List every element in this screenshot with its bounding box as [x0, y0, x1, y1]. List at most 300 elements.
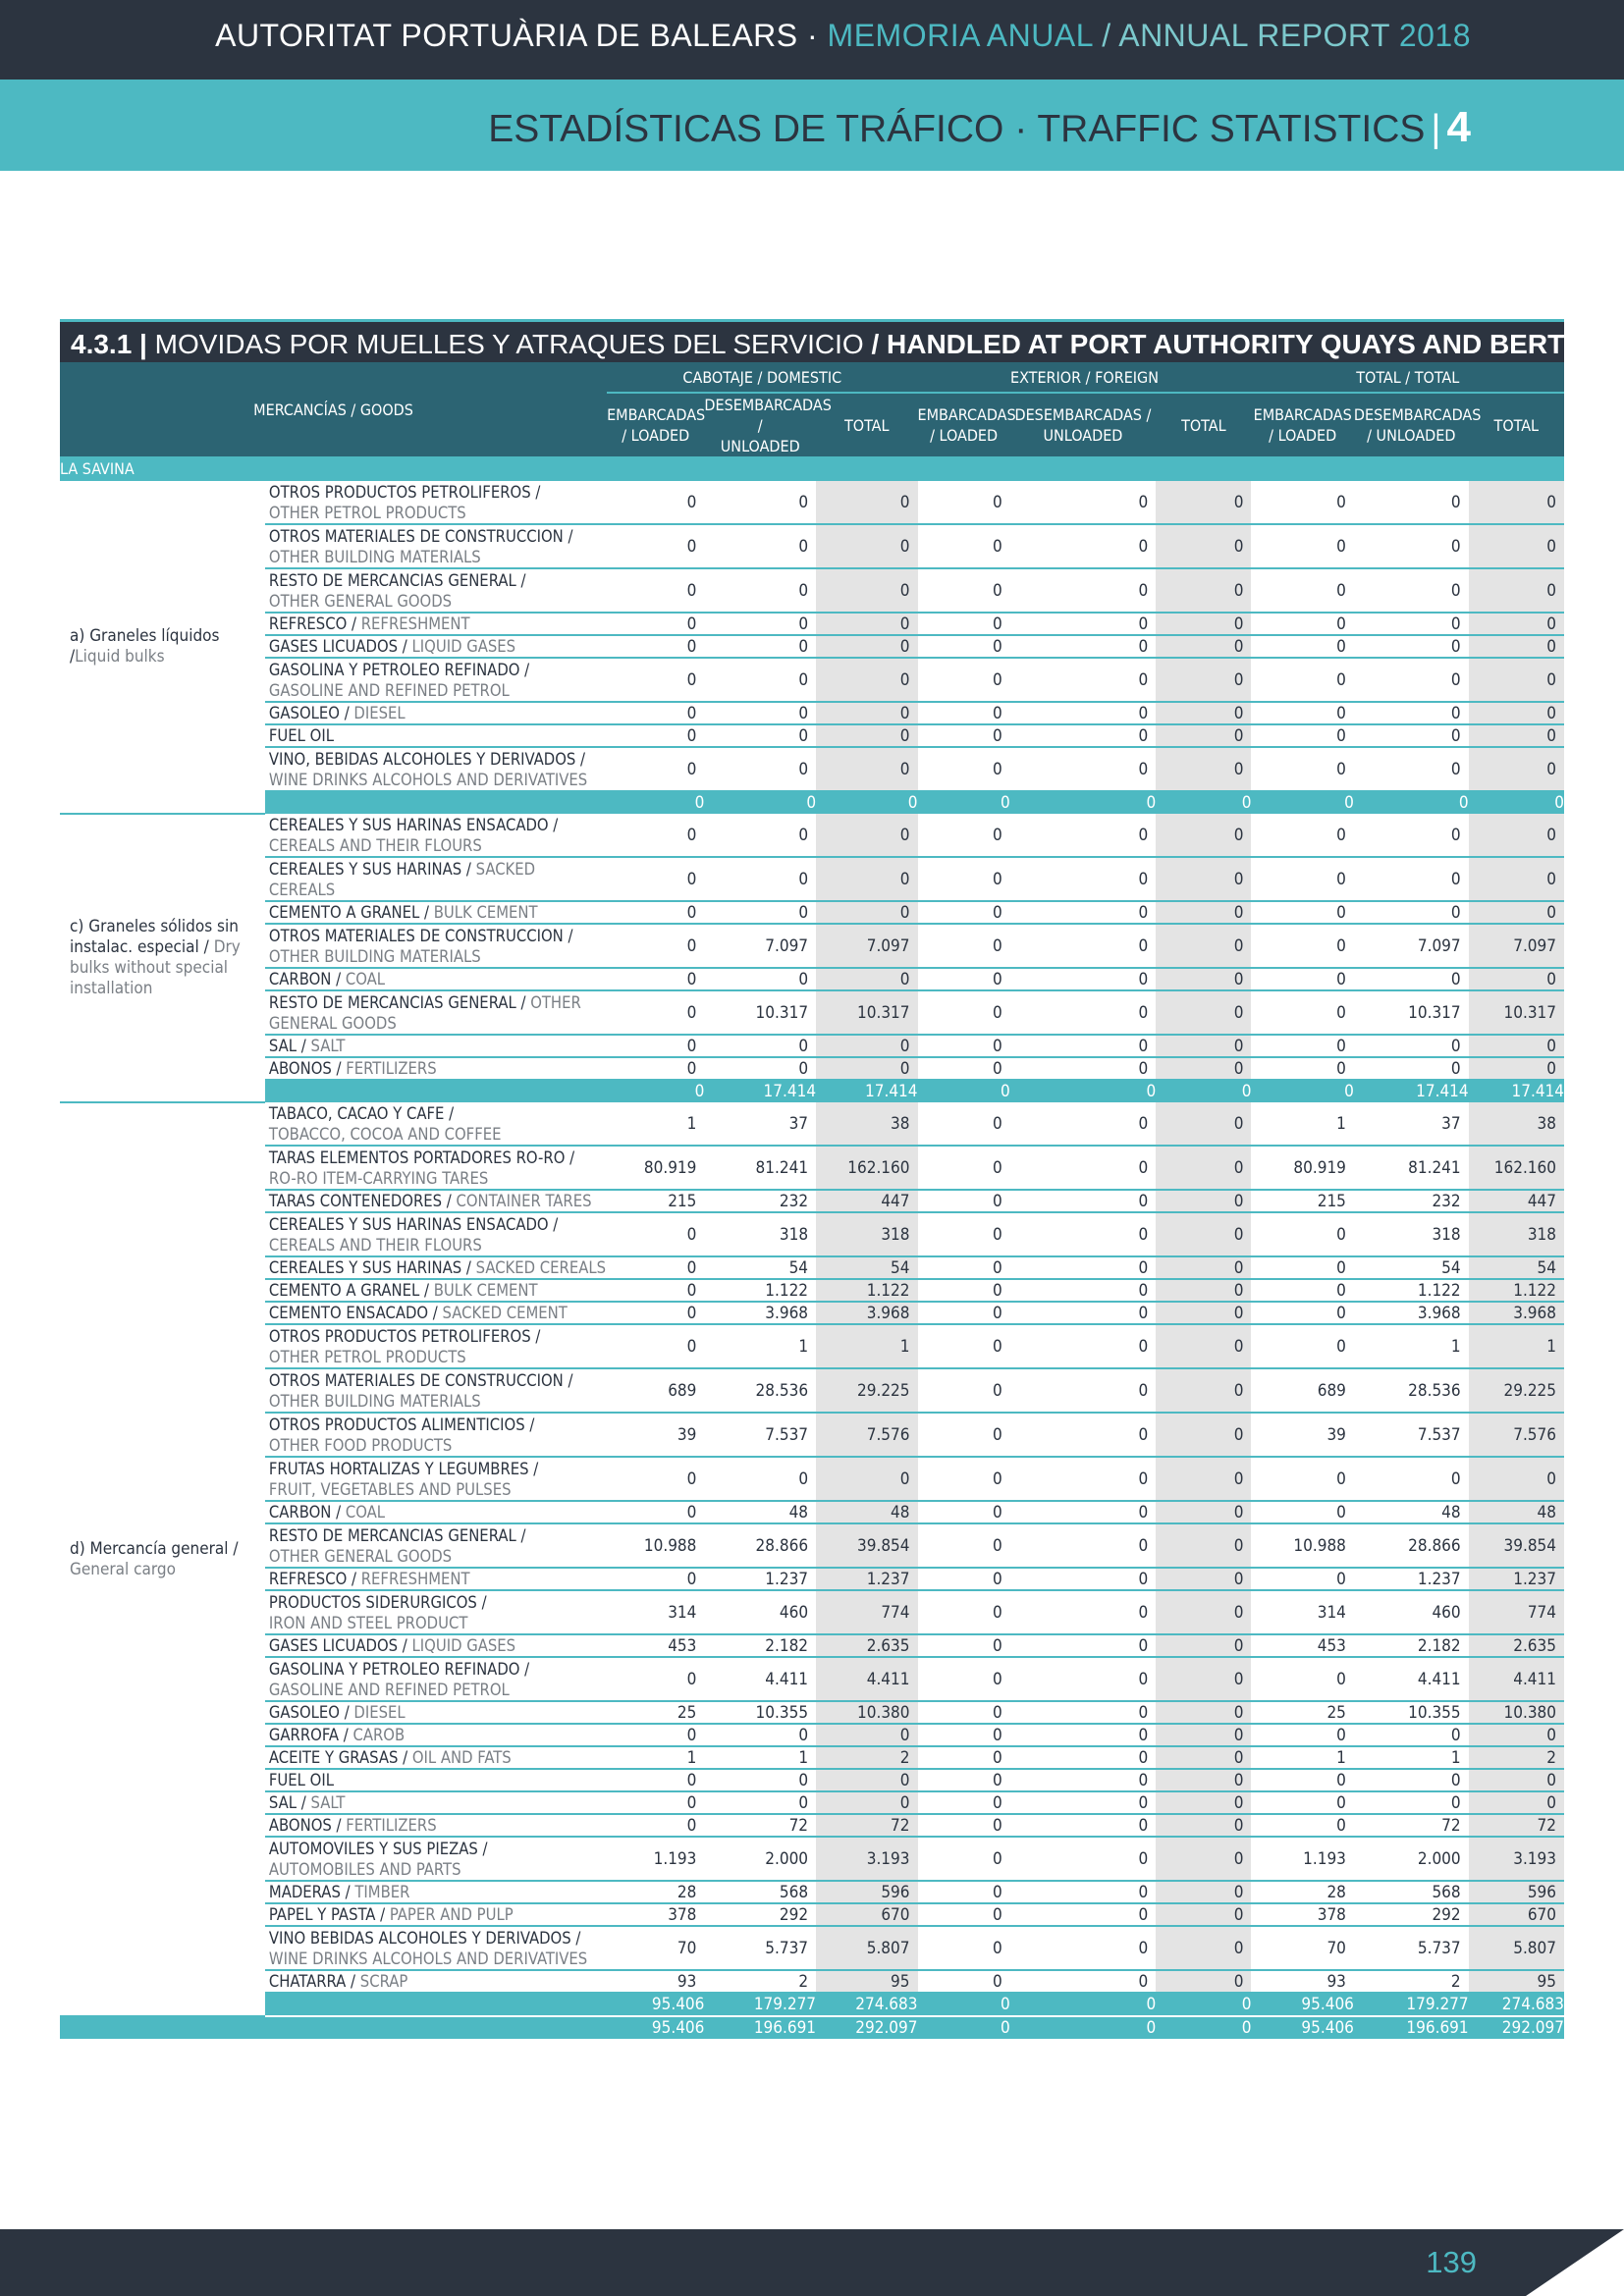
goods-name-es: VINO BEBIDAS ALCOHOLES Y DERIVADOS /: [268, 1928, 581, 1948]
value-cell: 0: [918, 1881, 1010, 1903]
goods-name-es: OTROS PRODUCTOS PETROLIFEROS /: [268, 1326, 541, 1346]
value-cell: 0: [1010, 1701, 1156, 1724]
value-cell: 0: [704, 1057, 816, 1080]
subtotal-cell: 274.683: [816, 1993, 917, 2016]
value-cell: 0: [1010, 1413, 1156, 1457]
goods-description: [265, 857, 607, 901]
value-cell: 0: [918, 1590, 1010, 1634]
goods-name-en: FERTILIZERS: [346, 1059, 437, 1078]
value-cell: 10.317: [704, 990, 816, 1035]
table-title-es: MOVIDAS POR MUELLES Y ATRAQUES DEL SERVICIO: [146, 329, 872, 359]
value-cell: 0: [816, 1457, 917, 1501]
grand-total-cell: 0: [918, 2016, 1010, 2039]
value-cell: 0: [607, 1657, 704, 1701]
category-label: [60, 1102, 265, 2016]
goods-name-en: WINE DRINKS ALCOHOLS AND DERIVATIVES: [268, 1949, 588, 1968]
value-cell: 0: [1010, 1970, 1156, 1993]
goods-name-es: OTROS MATERIALES DE CONSTRUCCION /: [268, 926, 573, 945]
goods-description: [265, 1212, 607, 1256]
subtotal-cell: 0: [1251, 791, 1353, 814]
value-cell: 0: [1010, 1102, 1156, 1146]
value-cell: 568: [704, 1881, 816, 1903]
value-cell: 0: [918, 1523, 1010, 1568]
value-cell: 0: [1156, 1903, 1251, 1926]
value-cell: 0: [1010, 1324, 1156, 1368]
value-cell: 0: [918, 1568, 1010, 1590]
value-cell: 0: [1354, 613, 1469, 635]
goods-name-es: OTROS PRODUCTOS ALIMENTICIOS /: [268, 1415, 535, 1434]
value-cell: 54: [1354, 1256, 1469, 1279]
value-cell: 0: [1251, 1279, 1353, 1302]
table-row: [60, 1501, 1564, 1523]
table-row: [60, 814, 1564, 857]
grand-total-row: [60, 2016, 1564, 2039]
value-cell: 774: [1469, 1590, 1564, 1634]
goods-name-en: TIMBER: [354, 1883, 410, 1901]
value-cell: 2: [704, 1970, 816, 1993]
value-cell: 37: [704, 1102, 816, 1146]
value-cell: 7.097: [1469, 924, 1564, 968]
goods-description: [265, 1746, 607, 1769]
value-cell: 1.122: [1469, 1279, 1564, 1302]
subtotal-cell: 179.277: [704, 1993, 816, 2016]
table-row: [60, 1657, 1564, 1701]
value-cell: 0: [918, 1701, 1010, 1724]
goods-description: [265, 1837, 607, 1881]
value-cell: 0: [1156, 702, 1251, 724]
value-cell: 0: [1354, 1035, 1469, 1057]
value-cell: 0: [1010, 901, 1156, 924]
value-cell: 72: [1354, 1814, 1469, 1837]
value-cell: 38: [1469, 1102, 1564, 1146]
value-cell: 447: [816, 1190, 917, 1212]
value-cell: 0: [607, 524, 704, 568]
foreign-loaded-header: [917, 393, 1016, 456]
subtotal-cell: 0: [918, 1993, 1010, 2016]
value-cell: 2.635: [1469, 1634, 1564, 1657]
value-cell: 48: [1354, 1501, 1469, 1523]
goods-description: [265, 658, 607, 702]
goods-description: [265, 1926, 607, 1970]
goods-name-en: SACKED CEMENT: [442, 1304, 568, 1322]
value-cell: 2: [1469, 1746, 1564, 1769]
value-cell: 378: [607, 1903, 704, 1926]
value-cell: 0: [1251, 1057, 1353, 1080]
domestic-group-header: CABOTAJE / DOMESTIC: [607, 362, 917, 393]
category-es: c) Graneles sólidos sin instalac. especial /: [70, 917, 239, 957]
loaded-es: EMBARCADAS: [917, 405, 1016, 424]
value-cell: 378: [1251, 1903, 1353, 1926]
value-cell: 0: [1469, 1791, 1564, 1814]
value-cell: 0: [1469, 481, 1564, 524]
value-cell: 232: [704, 1190, 816, 1212]
value-cell: 0: [607, 724, 704, 747]
goods-name-es: CEREALES Y SUS HARINAS /: [268, 859, 476, 879]
value-cell: 0: [1251, 635, 1353, 658]
value-cell: 0: [704, 968, 816, 990]
value-cell: 0: [816, 1724, 917, 1746]
subtotal-cell: 95.406: [607, 1993, 704, 2016]
goods-name-en-cont: GENERAL GOODS: [268, 1013, 397, 1033]
value-cell: 0: [1010, 724, 1156, 747]
value-cell: 0: [1156, 1970, 1251, 1993]
goods-name-en: REFRESHMENT: [360, 1570, 470, 1588]
value-cell: 0: [1156, 1634, 1251, 1657]
goods-name-en: CEREALS AND THEIR FLOURS: [268, 1235, 482, 1255]
value-cell: 0: [918, 1279, 1010, 1302]
value-cell: 0: [1010, 1657, 1156, 1701]
table-row: [60, 702, 1564, 724]
grand-total-blank: [60, 2016, 607, 2039]
section-number: 4: [1446, 103, 1471, 151]
value-cell: 10.355: [1354, 1701, 1469, 1724]
value-cell: 1: [816, 1324, 917, 1368]
value-cell: 0: [918, 1146, 1010, 1190]
value-cell: 0: [1156, 1881, 1251, 1903]
value-cell: 0: [1469, 1057, 1564, 1080]
table-row: [60, 1035, 1564, 1057]
value-cell: 774: [816, 1590, 917, 1634]
goods-name-en: CONTAINER TARES: [456, 1192, 592, 1210]
value-cell: 0: [1156, 1324, 1251, 1368]
goods-name-en: DIESEL: [353, 1703, 406, 1722]
goods-name-en: OTHER BUILDING MATERIALS: [268, 547, 481, 566]
value-cell: 0: [1251, 1256, 1353, 1279]
value-cell: 0: [1010, 1837, 1156, 1881]
value-cell: 0: [1251, 1791, 1353, 1814]
value-cell: 1.122: [1354, 1279, 1469, 1302]
value-cell: 0: [1010, 1190, 1156, 1212]
value-cell: 0: [1156, 1837, 1251, 1881]
unloaded-es: DESEMBARCADAS: [1353, 405, 1482, 424]
statistics-table: [60, 362, 1564, 2039]
value-cell: 28: [1251, 1881, 1353, 1903]
table-row: [60, 1256, 1564, 1279]
goods-description: [265, 1970, 607, 1993]
value-cell: 0: [1251, 1657, 1353, 1701]
value-cell: 54: [816, 1256, 917, 1279]
value-cell: 0: [1156, 1413, 1251, 1457]
goods-description: [265, 1279, 607, 1302]
section-separator: |: [1431, 108, 1441, 150]
value-cell: 0: [607, 990, 704, 1035]
table-row: [60, 1881, 1564, 1903]
grand-total-cell: 196.691: [704, 2016, 816, 2039]
goods-name-en: LIQUID GASES: [411, 637, 516, 656]
goods-name-en: OTHER GENERAL GOODS: [268, 1546, 453, 1566]
goods-name-es: CEMENTO ENSACADO /: [268, 1304, 443, 1322]
goods-name-en: OTHER PETROL PRODUCTS: [268, 1347, 466, 1366]
value-cell: 0: [1156, 658, 1251, 702]
value-cell: 1: [704, 1324, 816, 1368]
value-cell: 0: [1156, 635, 1251, 658]
separator-slash: /: [1092, 18, 1119, 53]
value-cell: 0: [704, 568, 816, 613]
goods-description: [265, 568, 607, 613]
value-cell: 10.380: [1469, 1701, 1564, 1724]
annual-report: ANNUAL REPORT: [1118, 18, 1390, 53]
goods-name-es: TABACO, CACAO Y CAFE /: [268, 1103, 455, 1123]
goods-name-en: TOBACCO, COCOA AND COFFEE: [268, 1124, 502, 1144]
table-row: [60, 1634, 1564, 1657]
value-cell: 0: [1469, 724, 1564, 747]
goods-description: [265, 1146, 607, 1190]
value-cell: 0: [918, 1368, 1010, 1413]
value-cell: 0: [918, 1035, 1010, 1057]
goods-description: [265, 1657, 607, 1701]
category-label: [60, 814, 265, 1102]
footer-diagonal: [1526, 2229, 1624, 2296]
value-cell: 0: [704, 524, 816, 568]
goods-name-es: CEREALES Y SUS HARINAS ENSACADO /: [268, 815, 559, 834]
grand-total-cell: 95.406: [607, 2016, 704, 2039]
goods-description: [265, 747, 607, 791]
value-cell: 95: [1469, 1970, 1564, 1993]
value-cell: 0: [704, 1769, 816, 1791]
unloaded-en: / UNLOADED: [1367, 426, 1456, 445]
value-cell: 0: [607, 568, 704, 613]
value-cell: 0: [1156, 1501, 1251, 1523]
goods-name-en: AUTOMOBILES AND PARTS: [268, 1859, 461, 1879]
value-cell: 0: [816, 568, 917, 613]
table-title-en: / HANDLED AT PORT AUTHORITY QUAYS AND BERTHS: [871, 329, 1603, 359]
goods-name-es: VINO, BEBIDAS ALCOHOLES Y DERIVADOS /: [268, 749, 586, 769]
goods-name-es: AUTOMOVILES Y SUS PIEZAS /: [268, 1839, 488, 1858]
goods-name-es: OTROS MATERIALES DE CONSTRUCCION /: [268, 1370, 573, 1390]
section-title-en: TRAFFIC STATISTICS: [1037, 108, 1426, 150]
subtotal-cell: 17.414: [1354, 1080, 1469, 1102]
value-cell: 48: [704, 1501, 816, 1523]
loaded-en: / LOADED: [930, 426, 999, 445]
value-cell: 29.225: [1469, 1368, 1564, 1413]
value-cell: 0: [1469, 635, 1564, 658]
value-cell: 5.737: [1354, 1926, 1469, 1970]
table-row: [60, 1568, 1564, 1590]
value-cell: 0: [607, 1324, 704, 1368]
value-cell: 0: [607, 1212, 704, 1256]
goods-name-es: FRUTAS HORTALIZAS Y LEGUMBRES /: [268, 1459, 539, 1478]
category-en: Dry bulks without special installation: [70, 937, 241, 998]
value-cell: 0: [1010, 1926, 1156, 1970]
goods-description: [265, 1457, 607, 1501]
table-row: [60, 968, 1564, 990]
value-cell: 0: [1010, 1368, 1156, 1413]
value-cell: 70: [1251, 1926, 1353, 1970]
value-cell: 0: [1251, 814, 1353, 857]
value-cell: 0: [816, 702, 917, 724]
value-cell: 28.536: [704, 1368, 816, 1413]
value-cell: 0: [1251, 990, 1353, 1035]
goods-name-en: FRUIT, VEGETABLES AND PULSES: [268, 1479, 512, 1499]
value-cell: 0: [918, 1057, 1010, 1080]
value-cell: 0: [1156, 1791, 1251, 1814]
value-cell: 0: [1469, 968, 1564, 990]
subtotal-row: [60, 1080, 1564, 1102]
subtotal-cell: 0: [1156, 1080, 1251, 1102]
goods-name-en: CEREALS AND THEIR FLOURS: [268, 835, 482, 855]
value-cell: 0: [816, 724, 917, 747]
value-cell: 70: [607, 1926, 704, 1970]
goods-description: [265, 635, 607, 658]
value-cell: 0: [918, 1769, 1010, 1791]
value-cell: 0: [1156, 1368, 1251, 1413]
goods-description: [265, 1190, 607, 1212]
goods-name-es: CARBON /: [268, 970, 346, 988]
goods-name-es: FUEL OIL: [268, 726, 334, 745]
goods-name-es: MADERAS /: [268, 1883, 355, 1901]
value-cell: 28: [607, 1881, 704, 1903]
subtotal-cell: 0: [1251, 1080, 1353, 1102]
value-cell: 0: [607, 1769, 704, 1791]
value-cell: 0: [607, 747, 704, 791]
value-cell: 4.411: [1354, 1657, 1469, 1701]
value-cell: 39: [1251, 1413, 1353, 1457]
value-cell: 0: [1251, 924, 1353, 968]
goods-name-es: GARROFA /: [268, 1726, 353, 1744]
goods-description: [265, 814, 607, 857]
value-cell: 95: [816, 1970, 917, 1993]
subtotal-cell: 0: [816, 791, 917, 814]
goods-name-en: COAL: [345, 1503, 386, 1522]
goods-name-es: OTROS PRODUCTOS PETROLIFEROS /: [268, 482, 541, 502]
table-row: [60, 1970, 1564, 1993]
goods-name-en: OTHER PETROL PRODUCTS: [268, 503, 466, 522]
value-cell: 0: [1010, 1634, 1156, 1657]
value-cell: 1.237: [1469, 1568, 1564, 1590]
value-cell: 80.919: [1251, 1146, 1353, 1190]
value-cell: 10.380: [816, 1701, 917, 1724]
value-cell: 0: [1010, 1590, 1156, 1634]
table-row: [60, 1837, 1564, 1881]
value-cell: 28.866: [704, 1523, 816, 1568]
value-cell: 460: [704, 1590, 816, 1634]
separator-dot: ·: [797, 18, 828, 53]
grand-total-cell: 0: [1156, 2016, 1251, 2039]
value-cell: 7.097: [1354, 924, 1469, 968]
table-row: [60, 1457, 1564, 1501]
value-cell: 3.193: [816, 1837, 917, 1881]
table-row: [60, 1769, 1564, 1791]
value-cell: 0: [704, 747, 816, 791]
value-cell: 28.536: [1354, 1368, 1469, 1413]
category-es: a) Graneles líquidos /: [70, 626, 220, 667]
region-row: [60, 456, 1564, 481]
table-row: [60, 901, 1564, 924]
value-cell: 0: [607, 1791, 704, 1814]
value-cell: 0: [1010, 568, 1156, 613]
value-cell: 0: [918, 702, 1010, 724]
table-row: [60, 1814, 1564, 1837]
subtotal-cell: 0: [1156, 1993, 1251, 2016]
value-cell: 0: [1251, 1568, 1353, 1590]
value-cell: 0: [1251, 1035, 1353, 1057]
section-dot: ·: [1003, 108, 1038, 150]
goods-name-es: TARAS ELEMENTOS PORTADORES RO-RO /: [268, 1148, 575, 1167]
table-row: [60, 613, 1564, 635]
value-cell: 0: [918, 1724, 1010, 1746]
value-cell: 0: [816, 1769, 917, 1791]
goods-name-en: LIQUID GASES: [411, 1636, 516, 1655]
goods-name-en: GASOLINE AND REFINED PETROL: [268, 680, 510, 700]
goods-name-en: OTHER BUILDING MATERIALS: [268, 1391, 481, 1411]
value-cell: 0: [918, 568, 1010, 613]
value-cell: 2.000: [1354, 1837, 1469, 1881]
value-cell: 0: [918, 1837, 1010, 1881]
value-cell: 0: [1156, 1302, 1251, 1324]
value-cell: 7.537: [704, 1413, 816, 1457]
value-cell: 0: [1156, 1190, 1251, 1212]
value-cell: 0: [1354, 635, 1469, 658]
value-cell: 3.968: [704, 1302, 816, 1324]
goods-description: [265, 1035, 607, 1057]
value-cell: 5.807: [1469, 1926, 1564, 1970]
table-row: [60, 724, 1564, 747]
goods-description: [265, 901, 607, 924]
value-cell: 0: [1156, 901, 1251, 924]
value-cell: 2: [1354, 1970, 1469, 1993]
goods-name-es: GASOLEO /: [268, 1703, 354, 1722]
value-cell: 0: [816, 613, 917, 635]
value-cell: 0: [918, 658, 1010, 702]
value-cell: 0: [1010, 1057, 1156, 1080]
value-cell: 0: [1010, 1146, 1156, 1190]
table-row: [60, 1146, 1564, 1190]
domestic-unloaded-header: [704, 393, 832, 456]
value-cell: 670: [816, 1903, 917, 1926]
value-cell: 0: [1156, 1701, 1251, 1724]
value-cell: 1: [607, 1746, 704, 1769]
value-cell: 215: [607, 1190, 704, 1212]
value-cell: 1: [1354, 1746, 1469, 1769]
value-cell: 0: [918, 1970, 1010, 1993]
value-cell: 0: [1010, 613, 1156, 635]
value-cell: 1.122: [816, 1279, 917, 1302]
value-cell: 0: [1010, 1279, 1156, 1302]
value-cell: 28.866: [1354, 1523, 1469, 1568]
value-cell: 0: [816, 635, 917, 658]
goods-description: [265, 1590, 607, 1634]
goods-name-es: RESTO DE MERCANCIAS GENERAL /: [268, 570, 526, 590]
value-cell: 0: [1010, 1814, 1156, 1837]
value-cell: 1: [704, 1746, 816, 1769]
table-row: [60, 1791, 1564, 1814]
value-cell: 1.193: [1251, 1837, 1353, 1881]
value-cell: 0: [607, 658, 704, 702]
value-cell: 0: [918, 901, 1010, 924]
goods-description: [265, 1501, 607, 1523]
goods-name-es: CEREALES Y SUS HARINAS /: [268, 1258, 476, 1277]
grand-total-cell: 196.691: [1354, 2016, 1469, 2039]
value-cell: 162.160: [1469, 1146, 1564, 1190]
value-cell: 0: [918, 1791, 1010, 1814]
value-cell: 4.411: [816, 1657, 917, 1701]
value-cell: 0: [1010, 658, 1156, 702]
goods-name-es: FUEL OIL: [268, 1771, 334, 1789]
value-cell: 0: [1251, 568, 1353, 613]
table-row: [60, 1701, 1564, 1724]
subtotal-cell: 17.414: [1469, 1080, 1564, 1102]
value-cell: 0: [918, 1634, 1010, 1657]
value-cell: 0: [918, 857, 1010, 901]
grand-total-cell: 292.097: [1469, 2016, 1564, 2039]
value-cell: 0: [1251, 702, 1353, 724]
table-row: [60, 1102, 1564, 1146]
value-cell: 0: [918, 1190, 1010, 1212]
goods-name-es: REFRESCO /: [268, 1570, 361, 1588]
goods-name-en: SACKED: [475, 859, 536, 879]
goods-name-en: FERTILIZERS: [346, 1816, 437, 1835]
value-cell: 0: [1469, 1457, 1564, 1501]
